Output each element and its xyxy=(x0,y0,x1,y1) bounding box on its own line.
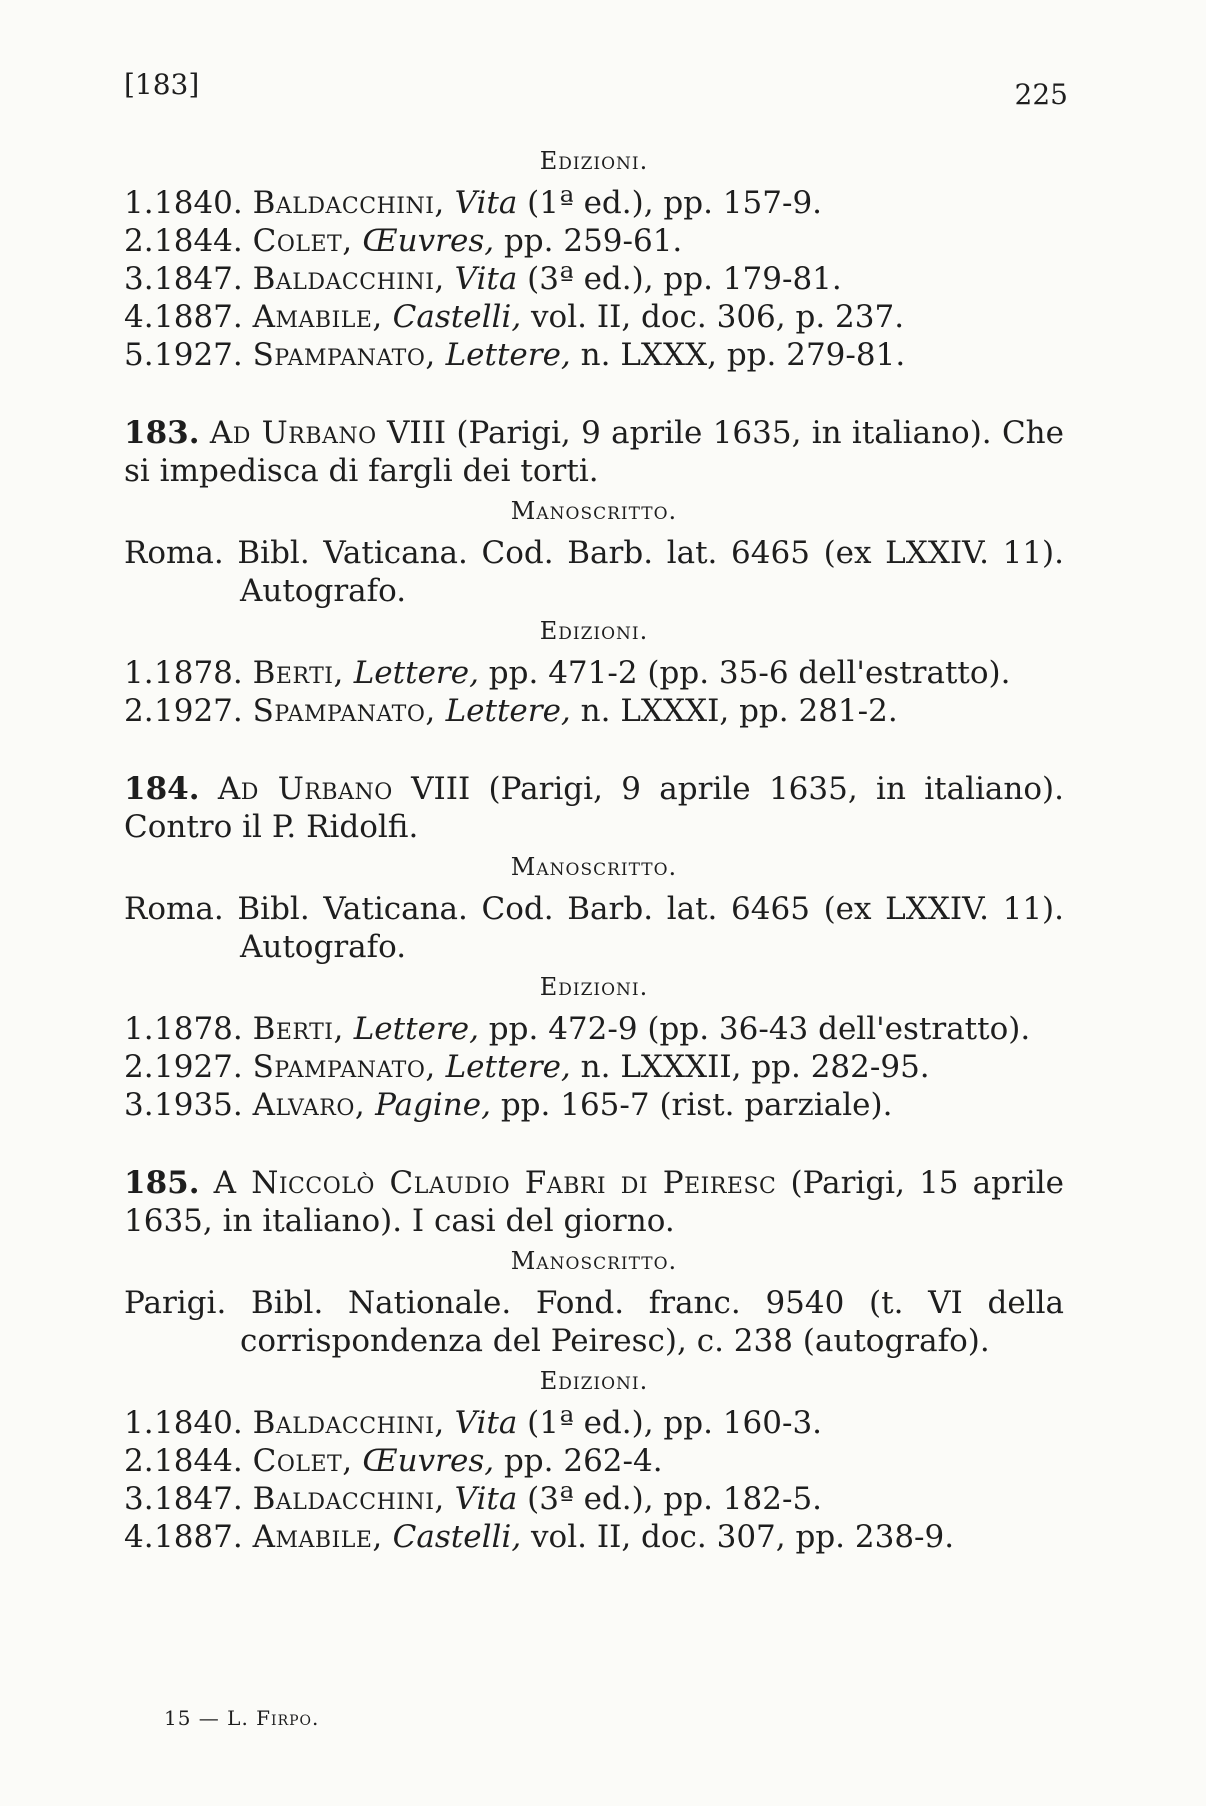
edition-details: n. LXXXII, pp. 282-95. xyxy=(570,1049,930,1085)
entry-heading xyxy=(124,770,1064,846)
edition-year: 1844. xyxy=(154,223,243,259)
page-number: 225 xyxy=(1014,78,1068,111)
edition-work: Pagine, xyxy=(375,1087,491,1123)
edition-item xyxy=(124,298,1064,336)
edition-number: 2. xyxy=(124,1443,154,1479)
edition-author: Berti, xyxy=(252,655,344,691)
edition-details: pp. 259-61. xyxy=(494,223,683,259)
edition-work: Castelli, xyxy=(392,299,522,335)
edition-item xyxy=(124,1442,1064,1480)
edition-year: 1840. xyxy=(154,185,243,221)
edition-number: 2. xyxy=(124,1049,154,1085)
edition-year: 1847. xyxy=(154,261,243,297)
editions-list xyxy=(124,1010,1064,1124)
edition-details: pp. 472-9 (pp. 36-43 dell'estratto). xyxy=(478,1011,1031,1047)
editions-list xyxy=(124,654,1064,730)
edition-work: Lettere, xyxy=(353,655,479,691)
edition-number: 5. xyxy=(124,337,154,373)
edition-work: Œuvres, xyxy=(362,223,495,259)
edition-year: 1844. xyxy=(154,1443,243,1479)
edition-details: n. LXXXI, pp. 281-2. xyxy=(570,693,898,729)
entry-recipient: Ad Urbano xyxy=(217,771,393,807)
editions-heading: Edizioni. xyxy=(539,147,649,175)
edition-work: Lettere, xyxy=(445,693,571,729)
edition-year: 1927. xyxy=(154,693,243,729)
edition-number: 2. xyxy=(124,693,154,729)
edition-details: (3ª ed.), pp. 179-81. xyxy=(517,261,842,297)
edition-author: Baldacchini, xyxy=(252,185,445,221)
edition-work: Lettere, xyxy=(445,337,571,373)
edition-author: Amabile, xyxy=(252,1519,383,1555)
edition-item xyxy=(124,184,1064,222)
letter-entry xyxy=(124,1164,1064,1556)
manuscript-heading: Manoscritto. xyxy=(510,1247,678,1275)
editions-list xyxy=(124,184,1064,374)
edition-work: Vita xyxy=(454,185,518,221)
edition-item xyxy=(124,1480,1064,1518)
edition-work: Lettere, xyxy=(353,1011,479,1047)
entry-recipient: A Niccolò Claudio Fabri di Peiresc xyxy=(213,1165,777,1201)
letter-entry xyxy=(124,770,1064,1124)
edition-number: 1. xyxy=(124,185,154,221)
editions-heading: Edizioni. xyxy=(539,1367,649,1395)
edition-number: 4. xyxy=(124,1519,154,1555)
top-editions-block xyxy=(124,146,1064,374)
signature-mark: 15 — L. Firpo. xyxy=(164,1706,320,1730)
edition-details: vol. II, doc. 306, p. 237. xyxy=(521,299,905,335)
edition-details: (1ª ed.), pp. 157-9. xyxy=(517,185,823,221)
edition-year: 1887. xyxy=(154,299,243,335)
edition-item xyxy=(124,1518,1064,1556)
edition-year: 1887. xyxy=(154,1519,243,1555)
page-section-number: [183] xyxy=(124,68,200,101)
edition-author: Spampanato, xyxy=(252,337,436,373)
manuscript-text: Roma. Bibl. Vaticana. Cod. Barb. lat. 6465 (ex LXXIV. 11). Autografo. xyxy=(124,891,1064,965)
entry-description: (Parigi, 15 aprile 1635, in italiano). I casi del giorno. xyxy=(124,1165,1064,1239)
edition-year: 1878. xyxy=(154,655,243,691)
entry-number: 184. xyxy=(124,771,200,807)
edition-year: 1847. xyxy=(154,1481,243,1517)
letter-entry xyxy=(124,414,1064,730)
edition-year: 1927. xyxy=(154,337,243,373)
edition-item xyxy=(124,1086,1064,1124)
edition-item xyxy=(124,654,1064,692)
edition-item xyxy=(124,1404,1064,1442)
entries-list xyxy=(124,414,1064,1556)
edition-details: n. LXXX, pp. 279-81. xyxy=(570,337,906,373)
edition-details: vol. II, doc. 307, pp. 238-9. xyxy=(521,1519,955,1555)
edition-author: Baldacchini, xyxy=(252,1405,445,1441)
entry-number: 185. xyxy=(124,1165,200,1201)
edition-author: Baldacchini, xyxy=(252,1481,445,1517)
entry-heading xyxy=(124,1164,1064,1240)
edition-number: 2. xyxy=(124,223,154,259)
edition-author: Amabile, xyxy=(252,299,383,335)
edition-item xyxy=(124,1010,1064,1048)
edition-details: pp. 262-4. xyxy=(494,1443,663,1479)
edition-year: 1840. xyxy=(154,1405,243,1441)
edition-item xyxy=(124,336,1064,374)
entry-description: VIII (Parigi, 9 aprile 1635, in italiano). Contro il P. Ridolfi. xyxy=(124,771,1064,845)
manuscript-heading: Manoscritto. xyxy=(510,497,678,525)
edition-details: pp. 165-7 (rist. parziale). xyxy=(490,1087,893,1123)
manuscript-text: Parigi. Bibl. Nationale. Fond. franc. 9540 (t. VI della corrispondenza del Peiresc), c. 238 (autografo). xyxy=(124,1285,1064,1359)
edition-item xyxy=(124,260,1064,298)
edition-year: 1935. xyxy=(154,1087,243,1123)
editions-heading: Edizioni. xyxy=(539,973,649,1001)
entry-recipient: Ad Urbano xyxy=(209,415,377,451)
entry-number: 183. xyxy=(124,415,200,451)
edition-year: 1878. xyxy=(154,1011,243,1047)
edition-item xyxy=(124,1048,1064,1086)
editions-heading: Edizioni. xyxy=(539,617,649,645)
entry-description: VIII (Parigi, 9 aprile 1635, in italiano). Che si impedisca di fargli dei torti. xyxy=(124,415,1064,489)
edition-year: 1927. xyxy=(154,1049,243,1085)
edition-work: Vita xyxy=(454,1405,518,1441)
edition-details: (1ª ed.), pp. 160-3. xyxy=(517,1405,823,1441)
edition-author: Baldacchini, xyxy=(252,261,445,297)
edition-author: Colet, xyxy=(252,1443,353,1479)
edition-work: Castelli, xyxy=(392,1519,522,1555)
edition-number: 3. xyxy=(124,1481,154,1517)
editions-list xyxy=(124,1404,1064,1556)
edition-item xyxy=(124,222,1064,260)
edition-work: Vita xyxy=(454,261,518,297)
edition-work: Vita xyxy=(454,1481,518,1517)
edition-work: Lettere, xyxy=(445,1049,571,1085)
entry-heading xyxy=(124,414,1064,490)
manuscript-heading: Manoscritto. xyxy=(510,853,678,881)
edition-number: 1. xyxy=(124,655,154,691)
edition-details: (3ª ed.), pp. 182-5. xyxy=(517,1481,823,1517)
edition-author: Berti, xyxy=(252,1011,344,1047)
edition-number: 3. xyxy=(124,1087,154,1123)
edition-details: pp. 471-2 (pp. 35-6 dell'estratto). xyxy=(478,655,1011,691)
edition-number: 1. xyxy=(124,1405,154,1441)
page-content xyxy=(124,140,1064,1556)
edition-author: Spampanato, xyxy=(252,1049,436,1085)
edition-author: Alvaro, xyxy=(252,1087,366,1123)
edition-author: Colet, xyxy=(252,223,353,259)
manuscript-text: Roma. Bibl. Vaticana. Cod. Barb. lat. 6465 (ex LXXIV. 11). Autografo. xyxy=(124,535,1064,609)
edition-number: 3. xyxy=(124,261,154,297)
edition-item xyxy=(124,692,1064,730)
edition-number: 4. xyxy=(124,299,154,335)
edition-number: 1. xyxy=(124,1011,154,1047)
edition-work: Œuvres, xyxy=(362,1443,495,1479)
edition-author: Spampanato, xyxy=(252,693,436,729)
